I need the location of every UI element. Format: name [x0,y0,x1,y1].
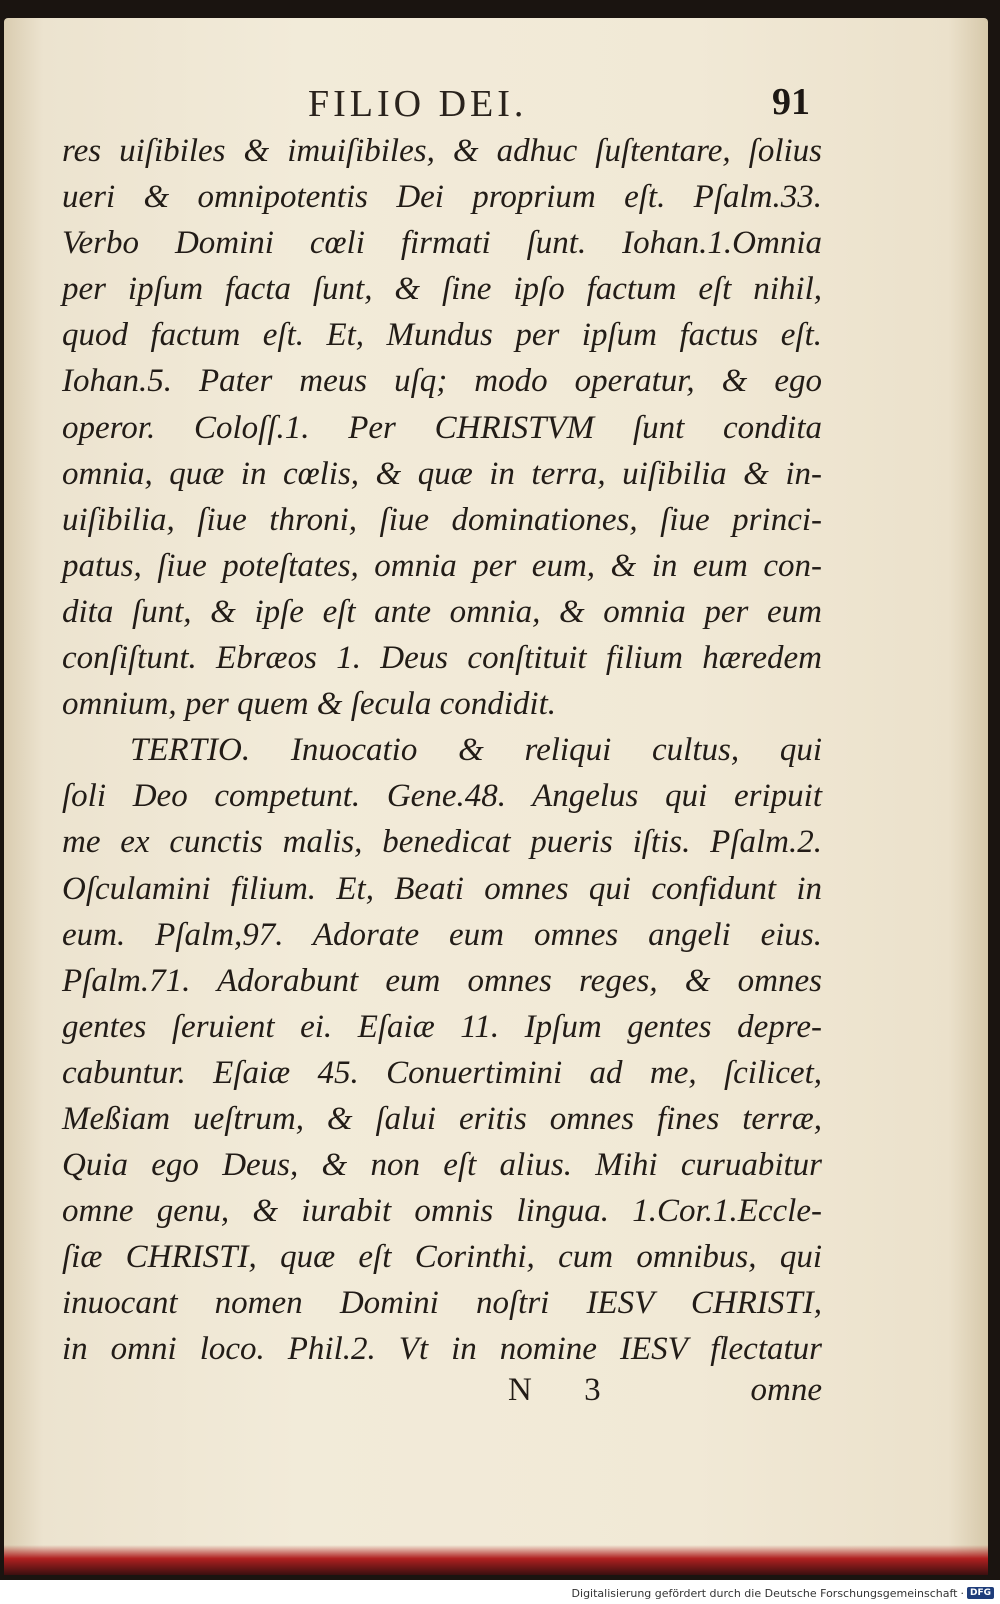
text-line: omnia, quæ in cœlis, & quæ in terra, uiſibilia & in- [62,455,822,492]
paragraph-start-line: TERTIO. Inuocatio & reliqui cultus, qui [130,732,822,769]
paragraph-end-line: omnium, per quem & ſecula condidit. [62,686,557,723]
text-line: eum. Pſalm,97. Adorate eum omnes angeli eius. [62,916,822,953]
text-line: Oſculamini filium. Et, Beati omnes qui confidunt in [62,870,822,907]
page-number: 91 [772,81,810,123]
signature-mark: N 3 [508,1372,623,1408]
page-edge [4,1545,988,1575]
digitization-credit [572,1584,994,1602]
running-head: FILIO DEI. [308,83,528,125]
text-line: me ex cunctis malis, benedicat pueris iſtis. Pſalm.2. [62,824,822,861]
text-line: conſiſtunt. Ebræos 1. Deus conſtituit filium hæredem [62,640,822,677]
text-line: ſoli Deo competunt. Gene.48. Angelus qui eripuit [62,778,822,815]
text-line: Iohan.5. Pater meus uſq; modo operatur, & ego [62,363,822,400]
text-line: omne genu, & iurabit omnis lingua. 1.Cor.1.Eccle- [62,1193,822,1230]
page-footer [62,1372,822,1422]
catchword: omne [750,1372,822,1408]
text-line: cabuntur. Eſaiæ 45. Conuertimini ad me, ſcilicet, [62,1054,822,1091]
credit-separator: · [960,1586,964,1600]
text-line: ſiæ CHRISTI, quæ eſt Corinthi, cum omnibus, qui [62,1239,822,1276]
text-line: Meßiam ueſtrum, & ſalui eritis omnes fines terræ, [62,1100,822,1137]
text-line: inuocant nomen Domini noſtri IESV CHRISTI, [62,1285,822,1322]
text-line: in omni loco. Phil.2. Vt in nomine IESV flectatur [62,1331,822,1368]
text-line: Pſalm.71. Adorabunt eum omnes reges, & omnes [62,962,822,999]
text-line: uiſibilia, ſiue throni, ſiue dominationes, ſiue princi- [62,501,822,538]
text-line: gentes ſeruient ei. Eſaiæ 11. Ipſum gentes depre- [62,1008,822,1045]
body-text [62,128,822,1373]
text-line: Quia ego Deus, & non eſt alius. Mihi curuabitur [62,1147,822,1184]
text-line: per ipſum facta ſunt, & ſine ipſo factum eſt nihil, [62,271,822,308]
text-line: Verbo Domini cœli firmati ſunt. Iohan.1.Omnia [62,225,822,262]
page-header [70,78,810,128]
credit-text: Digitalisierung gefördert durch die Deutsche Forschungsgemeinschaft [571,1586,958,1600]
text-line: patus, ſiue poteſtates, omnia per eum, & in eum con- [62,547,822,584]
text-line: ueri & omnipotentis Dei proprium eſt. Pſalm.33. [62,179,822,216]
dfg-logo: DFG [967,1587,994,1599]
text-line: operor. Coloſſ.1. Per CHRISTVM ſunt condita [62,409,822,446]
text-line: res uiſibiles & imuiſibiles, & adhuc ſuſtentare, ſolius [62,133,822,169]
text-line: quod factum eſt. Et, Mundus per ipſum factus eſt. [62,317,822,354]
text-line: dita ſunt, & ipſe eſt ante omnia, & omnia per eum [62,593,822,630]
